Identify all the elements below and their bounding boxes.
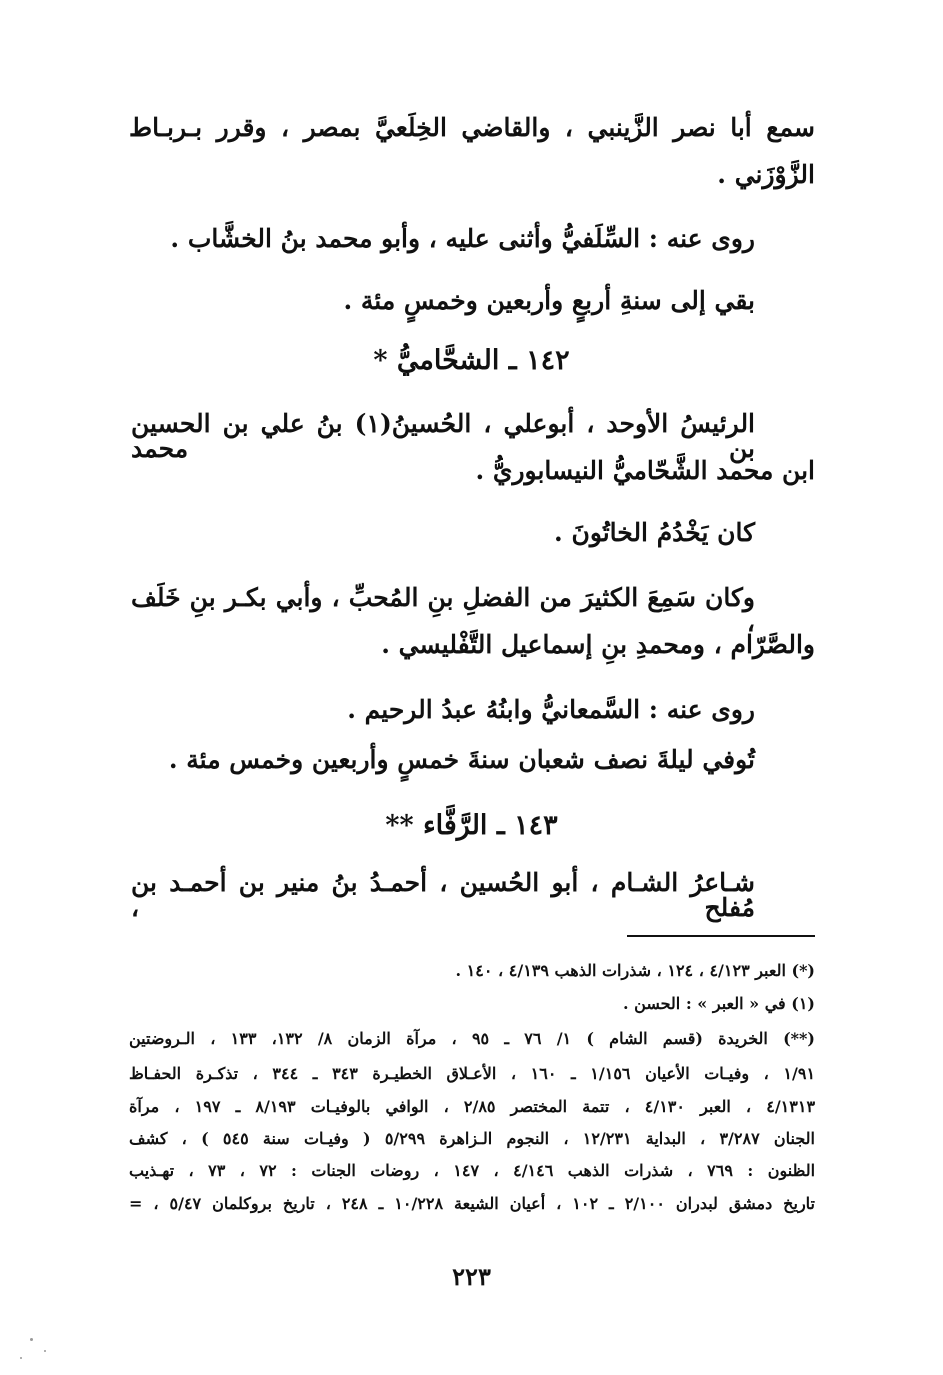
- entry-142-line-4: وكان سَمِعَ الكثيرَ من الفضلِ بنِ المُحبِّ ، وأبي بكـر بنِ خَلَف ،: [131, 583, 755, 637]
- entry-142-line-2: ابن محمد الشَّحّاميُّ النيسابوريُّ .: [475, 456, 815, 485]
- footnote-3-line-1: (**) الخريدة (قسم الشام ) ١/ ٧٦ ـ ٩٥ ، مرآة الزمان ٨/ ١٣٢، ١٣٣ ، الـروضتين: [129, 1029, 815, 1048]
- entry-141-line-1: سمع أبا نصر الزَّينبي ، والقاضي الخِلَعيَّ بمصر ، وقرر بـربـاط: [129, 113, 815, 142]
- scan-speck: [20, 1357, 22, 1359]
- entry-142-line-5: والصَّرّام ، ومحمدِ بنِ إسماعيل التَّفْليسي .: [381, 630, 815, 659]
- entry-143-heading: ١٤٣ ـ الرَّفَّاء **: [385, 810, 558, 841]
- footnote-3-line-2: ١/٩١ ، وفيـات الأعيان ١/١٥٦ ـ ١٦٠ ، الأعـلاق الخطيـرة ٣٤٣ ـ ٣٤٤ ، تذكـرة الحفـاظ: [129, 1064, 816, 1083]
- footnote-rule: [627, 935, 815, 937]
- entry-141-line-2: الزَّوْزَني .: [717, 160, 815, 189]
- page-number: ٢٢٣: [452, 1262, 491, 1291]
- entry-141-narrators: روى عنه : السِّلَفيُّ وأثنى عليه ، وأبو محمد بنُ الخشَّاب .: [170, 224, 755, 253]
- entry-142-line-6: روى عنه : السَّمعانيُّ وابنُهُ عبدُ الرحيم .: [347, 695, 755, 724]
- entry-143-line-1: شـاعرُ الشـام ، أبو الحُسين ، أحمـدُ بنُ منير بن أحمـد بن مُفلح ،: [131, 868, 755, 922]
- footnote-3-line-3: ٤/١٣١٣ ، العبر ٤/١٣٠ ، تتمة المختصر ٢/٨٥ ، الوافي بالوفيـات ٨/١٩٣ ـ ١٩٧ ، مرآة: [129, 1097, 816, 1116]
- entry-142-line-1: الرئيسُ الأوحد ، أبوعلي ، الحُسينُ(١) بنُ علي بن الحسين بن محمد: [131, 409, 756, 463]
- footnote-1: (*) العبر ٤/١٢٣ ، ١٢٤ ، شذرات الذهب ٤/١٣٩ ، ١٤٠ .: [455, 961, 815, 980]
- entry-142-line-3: كان يَخْدُمُ الخاتُونَ .: [554, 518, 755, 547]
- footnote-3-line-4: الجنان ٣/٢٨٧ ، البداية ١٢/٢٣١ ، النجوم الـزاهرة ٥/٢٩٩ ( وفيـات سنة ٥٤٥ ) ، كشف: [129, 1129, 815, 1148]
- scan-speck: [30, 1338, 33, 1341]
- scan-speck: [44, 1350, 46, 1352]
- entry-141-death: بقي إلى سنةِ أربعٍ وأربعين وخمسٍ مئة .: [343, 286, 755, 315]
- footnote-3-line-5: الظنون : ٧٦٩ ، شذرات الذهب ٤/١٤٦ ، ١٤٧ ، روضات الجنات : ٧٢ ، ٧٣ ، تهـذيب: [129, 1161, 816, 1180]
- entry-142-line-7: تُوفي ليلةَ نصف شعبان سنةَ خمسٍ وأربعين وخمس مئة .: [168, 745, 755, 774]
- footnote-2: (١) في « العبر » : الحسن .: [623, 994, 815, 1013]
- entry-142-heading: ١٤٢ ـ الشحَّاميُّ *: [373, 345, 570, 376]
- footnote-3-line-6: تاريخ دمشق لبدران ٢/١٠٠ ـ ١٠٢ ، أعيان الشيعة ١٠/٢٢٨ ـ ٢٤٨ ، تاريخ بروكلمان ٥/٤٧ ، =: [129, 1194, 816, 1213]
